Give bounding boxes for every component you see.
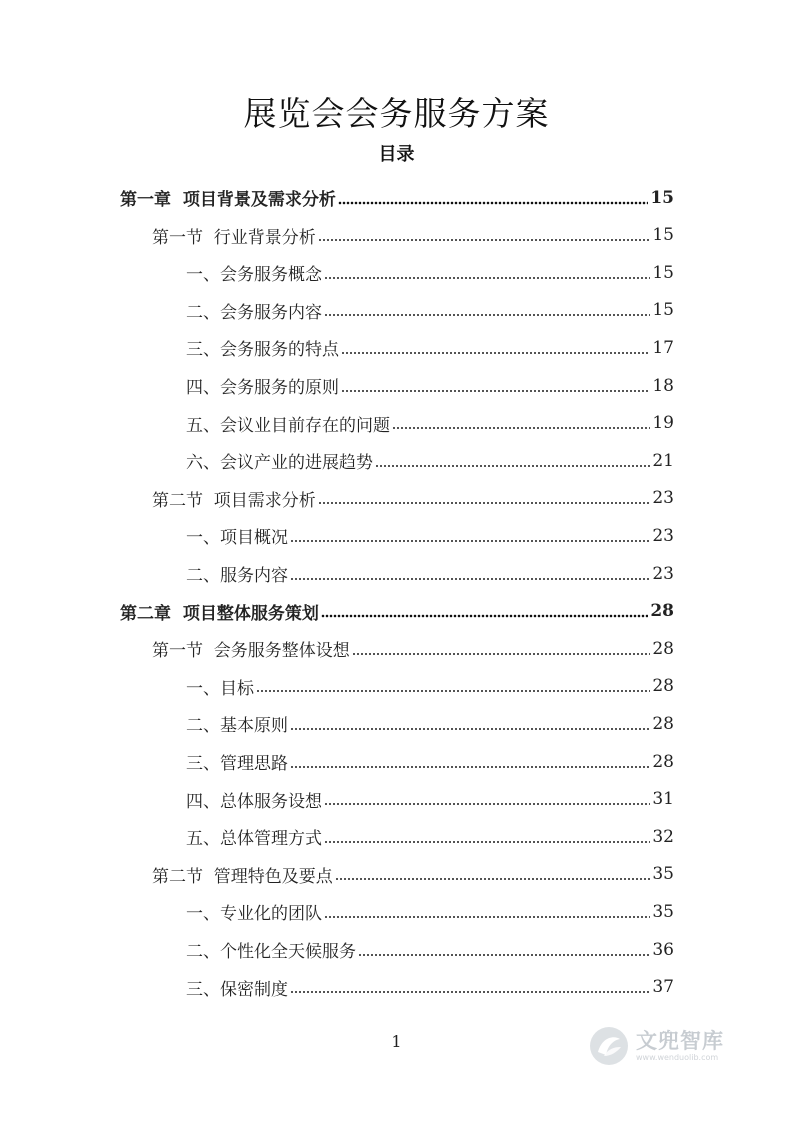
toc-entry[interactable] [152, 480, 674, 517]
toc-entry-page: 28 [650, 601, 674, 622]
toc-dot-leader [324, 276, 650, 280]
toc-entry-label: 二、会务服务内容 [186, 302, 322, 323]
toc-entry-page: 15 [652, 225, 674, 246]
toc-dot-leader [290, 727, 650, 731]
toc-entry-page: 17 [652, 337, 674, 358]
toc-entry[interactable] [186, 668, 674, 705]
toc-entry-label: 五、会议业目前存在的问题 [186, 415, 390, 436]
toc-entry-label: 第二节 项目需求分析 [152, 490, 316, 511]
toc-entry[interactable] [120, 179, 674, 216]
toc-entry-page: 36 [652, 939, 674, 960]
toc-entry[interactable] [186, 931, 674, 968]
toc-entry-label: 一、专业化的团队 [186, 904, 322, 925]
toc-dot-leader [341, 389, 650, 393]
watermark-url: www.wenduolib.com [636, 1053, 719, 1062]
toc-dot-leader [290, 539, 650, 543]
toc-dot-leader [290, 765, 650, 769]
toc-entry-page: 28 [652, 638, 674, 659]
toc-entry-label: 六、会议产业的进展趋势 [186, 453, 373, 474]
toc-entry-page: 35 [652, 864, 674, 885]
toc-entry-label: 二、基本原则 [186, 716, 288, 737]
toc-entry-label: 第二节 管理特色及要点 [152, 866, 333, 887]
toc-entry-label: 第一节 会务服务整体设想 [152, 641, 350, 662]
toc-entry-label: 三、会务服务的特点 [186, 340, 339, 361]
toc-entry-label: 四、总体服务设想 [186, 791, 322, 812]
toc-entry-label: 第一章 项目背景及需求分析 [120, 190, 336, 210]
toc-dot-leader [324, 915, 650, 919]
toc-dot-leader [318, 238, 651, 242]
toc-entry[interactable] [186, 555, 674, 592]
toc-entry-label: 三、管理思路 [186, 754, 288, 774]
toc-entry[interactable] [152, 630, 674, 667]
toc-entry[interactable] [186, 969, 674, 1006]
toc-dot-leader [290, 577, 650, 581]
toc-entry-page: 21 [652, 450, 674, 471]
toc-entry-page: 31 [652, 789, 674, 810]
toc-dot-leader [324, 840, 650, 844]
toc-dot-leader [352, 652, 651, 656]
toc-dot-leader [324, 802, 650, 806]
toc-entry-page: 19 [652, 413, 674, 434]
toc-entry[interactable] [186, 705, 674, 742]
toc-entry-page: 28 [652, 713, 674, 734]
toc-dot-leader [335, 877, 651, 881]
toc-dot-leader [358, 953, 650, 957]
watermark [588, 1020, 758, 1072]
toc-entry[interactable] [186, 442, 674, 479]
toc-dot-leader [290, 990, 650, 994]
toc-dot-leader [324, 313, 650, 317]
toc-entry[interactable] [186, 405, 674, 442]
toc-dot-leader [256, 689, 650, 693]
toc-entry-label: 二、服务内容 [186, 566, 288, 586]
toc-entry-page: 18 [652, 375, 674, 396]
toc-entry-page: 28 [652, 676, 674, 697]
watermark-name: 文兜智库 [636, 1029, 724, 1053]
toc-entry-page: 35 [652, 901, 674, 922]
toc-entry-page: 37 [652, 977, 674, 998]
toc-entry[interactable] [120, 593, 674, 630]
toc-entry-label: 五、总体管理方式 [186, 829, 322, 850]
toc-entry-page: 23 [652, 525, 674, 546]
toc-entry-page: 15 [652, 300, 674, 321]
toc-entry[interactable] [186, 893, 674, 930]
toc-entry[interactable] [186, 367, 674, 404]
document-title: 展览会会务服务方案 [243, 94, 550, 133]
toc-entry[interactable] [186, 743, 674, 780]
toc-entry-page: 28 [652, 751, 674, 772]
toc-entry-label: 一、会务服务概念 [186, 265, 322, 286]
toc-entry[interactable] [186, 781, 674, 818]
toc-entry[interactable] [186, 818, 674, 855]
toc-entry[interactable] [152, 856, 674, 893]
toc-dot-leader [338, 201, 648, 205]
toc-entry-page: 23 [652, 488, 674, 509]
toc-entry-label: 第二章 项目整体服务策划 [120, 603, 319, 624]
toc-entry-label: 四、会务服务的原则 [186, 378, 339, 398]
toc-entry-page: 32 [652, 826, 674, 847]
toc-entry[interactable] [186, 517, 674, 554]
toc-dot-leader [392, 426, 650, 430]
toc-dot-leader [375, 464, 650, 468]
toc-entry[interactable] [186, 329, 674, 366]
toc-entry-label: 一、项目概况 [186, 528, 288, 549]
toc-entry-label: 一、目标 [186, 678, 254, 699]
toc-heading: 目录 [378, 144, 415, 165]
toc-entry-page: 15 [650, 187, 674, 208]
toc-entry-page: 15 [652, 262, 674, 283]
toc-entry-label: 第一节 行业背景分析 [152, 227, 316, 248]
toc-dot-leader [318, 501, 651, 505]
toc-entry-label: 二、个性化全天候服务 [186, 942, 356, 962]
page-number: 1 [391, 1032, 402, 1051]
toc-entry[interactable] [152, 217, 674, 254]
toc-dot-leader [321, 614, 648, 618]
toc-entry[interactable] [186, 254, 674, 291]
toc-entry[interactable] [186, 292, 674, 329]
toc-dot-leader [341, 351, 650, 355]
toc-entry-page: 23 [652, 563, 674, 584]
watermark-logo-icon [588, 1025, 630, 1067]
toc-entry-label: 三、保密制度 [186, 979, 288, 1000]
